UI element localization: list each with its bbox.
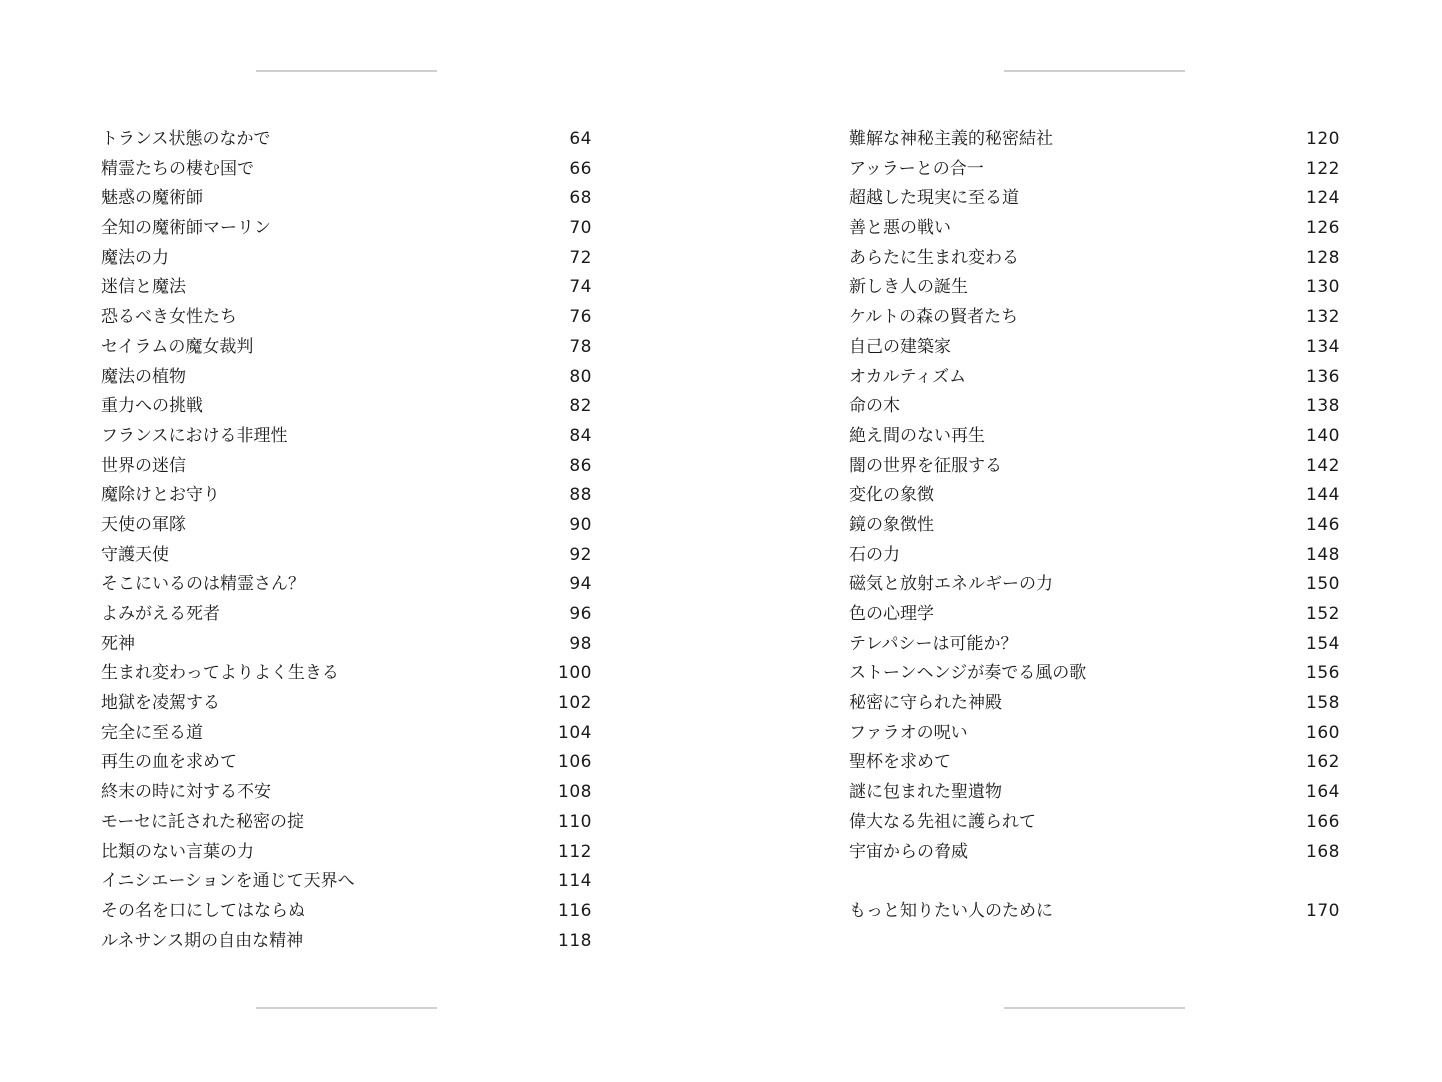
- toc-entry: [101, 808, 592, 838]
- toc-entry-title: 命の木: [849, 396, 900, 417]
- toc-entry-page-number: 130: [1306, 277, 1340, 298]
- toc-entry-title: 生まれ変わってよりよく生きる: [101, 663, 339, 684]
- toc-entry: [101, 273, 592, 303]
- toc-entry-page-number: 132: [1306, 307, 1340, 328]
- bottom-rule: [256, 1007, 437, 1009]
- toc-entry-page-number: 116: [558, 900, 592, 921]
- toc-entry: [849, 214, 1340, 244]
- toc-entry-title: その名を口にしてはならぬ: [101, 900, 305, 921]
- toc-entry: [849, 481, 1340, 511]
- toc-entry-page-number: 84: [569, 425, 592, 446]
- toc-entry-title: 完全に至る道: [101, 722, 203, 743]
- toc-entry-title: 変化の象徴: [849, 485, 934, 506]
- toc-entry-title: 石の力: [849, 544, 900, 565]
- toc-entry-page-number: 82: [569, 396, 592, 417]
- toc-entry: [849, 511, 1340, 541]
- toc-entry-title: 迷信と魔法: [101, 277, 186, 298]
- toc-entry-title: 比類のない言葉の力: [101, 841, 254, 862]
- toc-entry: [849, 630, 1340, 660]
- toc-entry: [849, 570, 1340, 600]
- toc-entry: [101, 719, 592, 749]
- toc-entry: [101, 363, 592, 393]
- toc-entry: [101, 244, 592, 274]
- toc-entry: [849, 244, 1340, 274]
- toc-entry: [849, 333, 1340, 363]
- toc-entry: [101, 838, 592, 868]
- toc-entry-page-number: 72: [569, 247, 592, 268]
- toc-entry-page-number: 76: [569, 307, 592, 328]
- toc-entry-title: 再生の血を求めて: [101, 752, 237, 773]
- toc-entry-title: 宇宙からの脅威: [849, 841, 968, 862]
- toc-entry-title: イニシエーションを通じて天界へ: [101, 871, 355, 892]
- toc-entry-page-number: 146: [1306, 514, 1340, 535]
- toc-entry-title: 魅惑の魔術師: [101, 188, 203, 209]
- toc-entry-page-number: 100: [558, 663, 592, 684]
- toc-entry-title: ケルトの森の賢者たち: [849, 307, 1019, 328]
- toc-entry-page-number: 64: [569, 129, 592, 149]
- toc-entry-page-number: 96: [569, 604, 592, 624]
- toc-entry: [849, 748, 1340, 778]
- toc-entry-page-number: 156: [1306, 663, 1340, 684]
- toc-entry: [101, 184, 592, 214]
- toc-entry-page-number: 118: [558, 930, 592, 951]
- toc-entry: [101, 452, 592, 482]
- toc-entry-page-number: 170: [1306, 900, 1340, 921]
- toc-entry-title: 重力への挑戦: [101, 396, 203, 417]
- right-page: [721, 0, 1442, 1082]
- toc-entry-title: ストーンヘンジが奏でる風の歌: [849, 663, 1087, 684]
- toc-entry-title: もっと知りたい人のために: [849, 900, 1053, 921]
- toc-entry-title: トランス状態のなかで: [101, 129, 271, 149]
- toc-entry: [849, 808, 1340, 838]
- toc-entry-page-number: 152: [1306, 604, 1340, 624]
- toc-entry-title: 地獄を凌駕する: [101, 693, 220, 714]
- toc-entry-title: 恐るべき女性たち: [101, 307, 237, 328]
- toc-entry-page-number: 160: [1306, 722, 1340, 743]
- toc-entry-title: 死神: [101, 633, 135, 654]
- top-rule: [1004, 70, 1185, 72]
- toc-entry-page-number: 90: [569, 514, 592, 535]
- table-of-contents-right: [849, 125, 1340, 927]
- toc-entry-title: 絶え間のない再生: [849, 425, 985, 446]
- toc-entry-title: 新しき人の誕生: [849, 277, 968, 298]
- toc-entry: [101, 897, 592, 927]
- toc-entry-page-number: 162: [1306, 752, 1340, 773]
- top-rule: [256, 70, 437, 72]
- toc-entry: [101, 748, 592, 778]
- toc-entry-page-number: 120: [1306, 129, 1340, 149]
- toc-entry-title: 全知の魔術師マーリン: [101, 218, 271, 239]
- toc-entry-title: よみがえる死者: [101, 604, 220, 624]
- toc-entry-page-number: 136: [1306, 366, 1340, 387]
- toc-entry-page-number: 164: [1306, 782, 1340, 803]
- toc-entry: [101, 511, 592, 541]
- toc-entry-title: 守護天使: [101, 544, 169, 565]
- toc-entry-page-number: 168: [1306, 841, 1340, 862]
- toc-entry-title: 終末の時に対する不安: [101, 782, 271, 803]
- toc-entry-title: 精霊たちの棲む国で: [101, 158, 254, 179]
- toc-entry: [101, 867, 592, 897]
- toc-entry: [849, 422, 1340, 452]
- toc-entry-page-number: 126: [1306, 218, 1340, 239]
- toc-entry: [849, 659, 1340, 689]
- toc-entry-title: フランスにおける非理性: [101, 425, 288, 446]
- toc-entry: [101, 689, 592, 719]
- toc-entry-title: 魔除けとお守り: [101, 485, 220, 506]
- toc-entry-page-number: 128: [1306, 247, 1340, 268]
- toc-entry-title: 鏡の象徴性: [849, 514, 934, 535]
- toc-entry-title: アッラーとの合一: [849, 158, 984, 179]
- toc-entry: [849, 838, 1340, 868]
- toc-entry-page-number: 68: [569, 188, 592, 209]
- toc-entry: [849, 600, 1340, 630]
- toc-entry: [849, 452, 1340, 482]
- toc-entry-title: ファラオの呪い: [849, 722, 968, 743]
- toc-entry-page-number: 102: [558, 693, 592, 714]
- toc-entry-title: 自己の建築家: [849, 336, 951, 357]
- toc-entry-page-number: 122: [1306, 158, 1340, 179]
- toc-entry: [849, 363, 1340, 393]
- toc-entry: [849, 125, 1340, 155]
- toc-entry: [849, 155, 1340, 185]
- toc-appendix-entry: [849, 897, 1340, 927]
- toc-entry-page-number: 88: [569, 485, 592, 506]
- toc-entry-page-number: 80: [569, 366, 592, 387]
- toc-entry-page-number: 98: [569, 633, 592, 654]
- toc-entry: [849, 719, 1340, 749]
- toc-entry-title: 聖杯を求めて: [849, 752, 951, 773]
- toc-entry-page-number: 70: [569, 218, 592, 239]
- toc-entry-page-number: 114: [558, 871, 592, 892]
- table-of-contents-left: [101, 125, 592, 956]
- toc-entry-title: 天使の軍隊: [101, 514, 186, 535]
- bottom-rule: [1004, 1007, 1185, 1009]
- toc-entry-title: 謎に包まれた聖遺物: [849, 782, 1002, 803]
- toc-entry: [101, 630, 592, 660]
- toc-entry-title: 超越した現実に至る道: [849, 188, 1019, 209]
- toc-entry-page-number: 124: [1306, 188, 1340, 209]
- toc-entry: [101, 481, 592, 511]
- toc-entry-title: テレパシーは可能か？: [849, 633, 1018, 654]
- toc-entry-page-number: 108: [558, 782, 592, 803]
- toc-entry-title: 秘密に守られた神殿: [849, 693, 1002, 714]
- toc-entry-page-number: 150: [1306, 574, 1340, 595]
- toc-entry-page-number: 142: [1306, 455, 1340, 476]
- toc-entry: [101, 659, 592, 689]
- toc-entry: [101, 927, 592, 957]
- toc-entry: [101, 778, 592, 808]
- toc-entry-page-number: 140: [1306, 425, 1340, 446]
- toc-entry-page-number: 78: [569, 336, 592, 357]
- toc-entry-page-number: 148: [1306, 544, 1340, 565]
- toc-spacer: [849, 867, 1340, 897]
- toc-entry-title: セイラムの魔女裁判: [101, 336, 254, 357]
- toc-entry-page-number: 92: [569, 544, 592, 565]
- toc-entry-page-number: 66: [569, 158, 592, 179]
- toc-entry-page-number: 94: [569, 574, 592, 595]
- toc-entry: [101, 570, 592, 600]
- toc-entry: [101, 392, 592, 422]
- toc-entry-title: オカルティズム: [849, 366, 967, 387]
- toc-entry-title: 色の心理学: [849, 604, 934, 624]
- toc-entry-title: 魔法の植物: [101, 366, 186, 387]
- toc-entry: [849, 541, 1340, 571]
- toc-entry-title: そこにいるのは精霊さん？: [101, 574, 305, 595]
- toc-entry-title: 世界の迷信: [101, 455, 186, 476]
- toc-entry: [849, 303, 1340, 333]
- toc-entry: [101, 600, 592, 630]
- toc-entry-page-number: 104: [558, 722, 592, 743]
- toc-entry: [849, 184, 1340, 214]
- toc-entry: [101, 333, 592, 363]
- toc-entry-title: 善と悪の戦い: [849, 218, 951, 239]
- toc-entry-title: 磁気と放射エネルギーの力: [849, 574, 1053, 595]
- toc-entry-title: ルネサンス期の自由な精神: [101, 930, 304, 951]
- toc-entry-title: あらたに生まれ変わる: [849, 247, 1019, 268]
- toc-entry-page-number: 138: [1306, 396, 1340, 417]
- toc-entry-page-number: 144: [1306, 485, 1340, 506]
- toc-entry-title: 偉大なる先祖に護られて: [849, 811, 1036, 832]
- toc-entry-page-number: 154: [1306, 633, 1340, 654]
- toc-entry: [101, 541, 592, 571]
- toc-entry: [101, 155, 592, 185]
- toc-entry: [849, 392, 1340, 422]
- toc-entry: [101, 422, 592, 452]
- toc-entry-title: モーセに託された秘密の掟: [101, 811, 304, 832]
- toc-entry-page-number: 134: [1306, 336, 1340, 357]
- toc-entry: [101, 125, 592, 155]
- toc-entry: [101, 214, 592, 244]
- toc-entry-page-number: 112: [558, 841, 592, 862]
- toc-entry-page-number: 86: [569, 455, 592, 476]
- toc-entry-title: 闇の世界を征服する: [849, 455, 1002, 476]
- toc-entry: [849, 273, 1340, 303]
- toc-entry-page-number: 158: [1306, 693, 1340, 714]
- toc-entry: [849, 689, 1340, 719]
- toc-entry: [101, 303, 592, 333]
- toc-entry-title: 魔法の力: [101, 247, 169, 268]
- toc-entry-page-number: 166: [1306, 811, 1340, 832]
- toc-entry-page-number: 110: [558, 811, 592, 832]
- toc-entry-title: 難解な神秘主義的秘密結社: [849, 129, 1053, 149]
- toc-entry-page-number: 106: [558, 752, 592, 773]
- toc-entry: [849, 778, 1340, 808]
- toc-entry-page-number: 74: [569, 277, 592, 298]
